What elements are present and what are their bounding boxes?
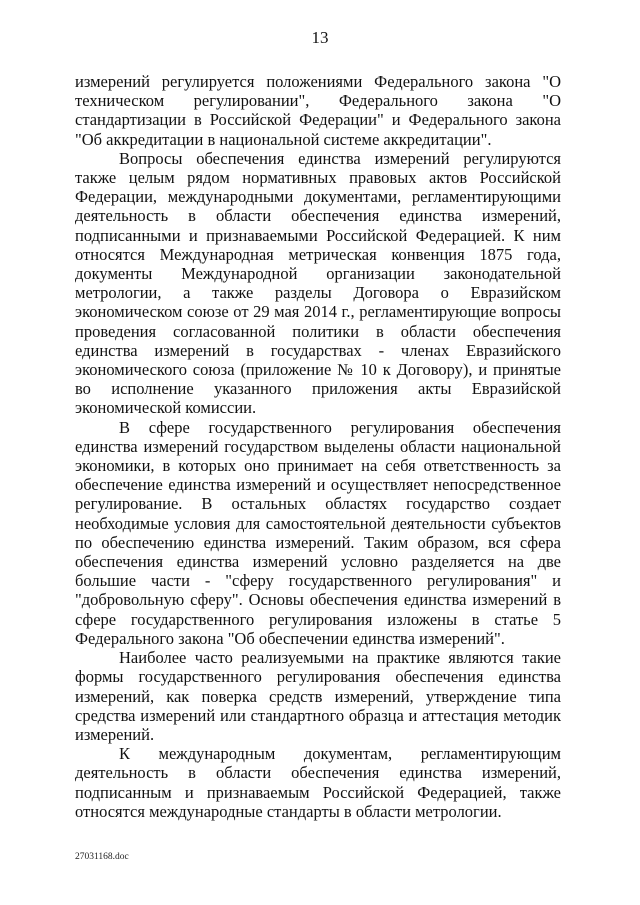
paragraph-continuation: измерений регулируется положениями Федерального закона "О техническом регулировании", Федерального закона "О стандартизации в Российской Федерации" и Федерального закона "Об аккредитации в национальной системе аккредитации". <box>75 72 561 149</box>
page-number: 13 <box>311 28 329 47</box>
paragraph-state-regulation-sphere: В сфере государственного регулирования обеспечения единства измерений государством выделены области национальной экономики, в которых оно принимает на себя ответственность за обеспечение единства измерений и осуществляет непосредственное регулирование. В остальных областях государство создает необходимые условия для самостоятельной деятельности субъектов по обеспечению единства измерений. Таким образом, вся сфера обеспечения единства измерений условно разделяется на две большие части - "сферу государственного регулирования" и "добровольную сферу". Основы обеспечения единства измерений в сфере государственного регулирования изложены в статье 5 Федерального закона "Об обеспечении единства измерений". <box>75 417 561 648</box>
footer-filename: 27031168.doc <box>75 852 129 862</box>
paragraph-international-standards: К международным документам, регламентирующим деятельность в области обеспечения единства измерений, подписанным и признаваемым Российской Федерацией, также относятся международные стандарты в области метрологии. <box>75 744 561 821</box>
paragraph-regulation-forms: Наиболее часто реализуемыми на практике являются такие формы государственного регулирования обеспечения единства измерений, как поверка средств измерений, утверждение типа средства измерений или стандартного образца и аттестация методик измерений. <box>75 648 561 744</box>
document-body <box>75 72 561 821</box>
paragraph-regulatory-acts: Вопросы обеспечения единства измерений регулируются также целым рядом нормативных правовых актов Российской Федерации, международными документами, регламентирующими деятельность в области обеспечения единства измерений, подписанными и признаваемыми Российской Федерацией. К ним относятся Международная метрическая конвенция 1875 года, документы Международной организации законодательной метрологии, а также разделы Договора о Евразийском экономическом союзе от 29 мая 2014 г., регламентирующие вопросы проведения согласованной политики в области обеспечения единства измерений в государствах - членах Евразийского экономического союза (приложение № 10 к Договору), и принятые во исполнение указанного приложения акты Евразийской экономической комиссии. <box>75 148 561 418</box>
